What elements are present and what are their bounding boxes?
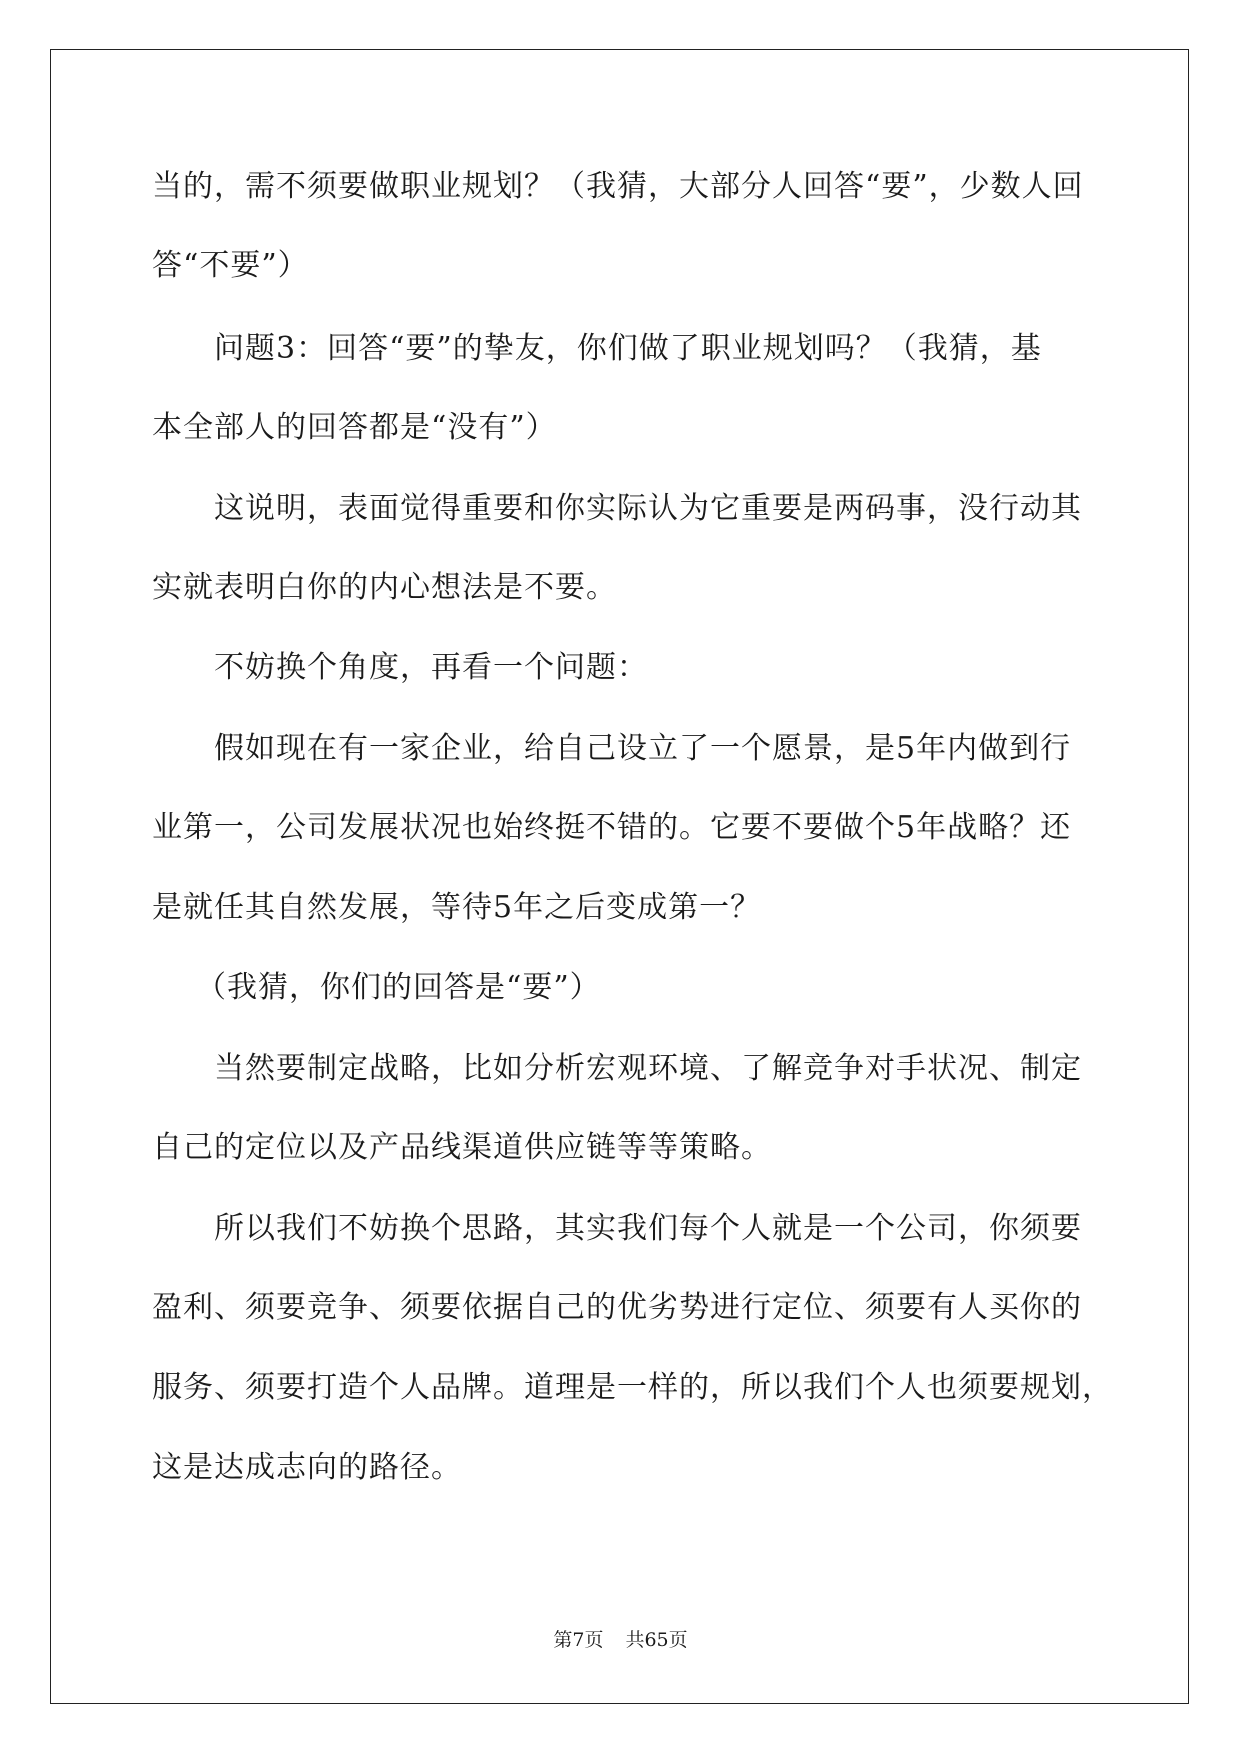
text-line: 是就任其自然发展，等待5年之后变成第一？ <box>152 890 762 925</box>
text-line: 假如现在有一家企业，给自己设立了一个愿景，是5年内做到行 <box>214 731 1072 766</box>
text-line: 这说明，表面觉得重要和你实际认为它重要是两码事，没行动其 <box>214 491 1082 526</box>
text-line: 实就表明白你的内心想法是不要。 <box>152 570 617 605</box>
text-line: 本全部人的回答都是“没有”） <box>152 410 557 445</box>
text-line: 这是达成志向的路径。 <box>152 1450 462 1485</box>
text-line: 当的，需不须要做职业规划？（我猜，大部分人回答“要”，少数人回 <box>152 169 1084 204</box>
page-number: 第7页 <box>553 1629 604 1651</box>
text-line: （我猜，你们的回答是“要”） <box>196 970 601 1005</box>
text-line: 答“不要”） <box>152 248 309 283</box>
text-line: 盈利、须要竞争、须要依据自己的优劣势进行定位、须要有人买你的 <box>152 1290 1082 1325</box>
text-line: 当然要制定战略，比如分析宏观环境、了解竞争对手状况、制定 <box>214 1051 1082 1086</box>
text-line: 自己的定位以及产品线渠道供应链等等策略。 <box>152 1130 772 1165</box>
text-line: 不妨换个角度，再看一个问题： <box>214 650 648 685</box>
text-line: 所以我们不妨换个思路，其实我们每个人就是一个公司，你须要 <box>214 1211 1082 1246</box>
text-line: 服务、须要打造个人品牌。道理是一样的，所以我们个人也须要规划， <box>152 1370 1113 1405</box>
text-line: 业第一，公司发展状况也始终挺不错的。它要不要做个5年战略？还 <box>152 810 1072 845</box>
page-total: 共65页 <box>625 1629 688 1651</box>
page-footer <box>0 1628 1241 1652</box>
text-line: 问题3：回答“要”的挚友，你们做了职业规划吗？（我猜，基 <box>214 331 1042 366</box>
